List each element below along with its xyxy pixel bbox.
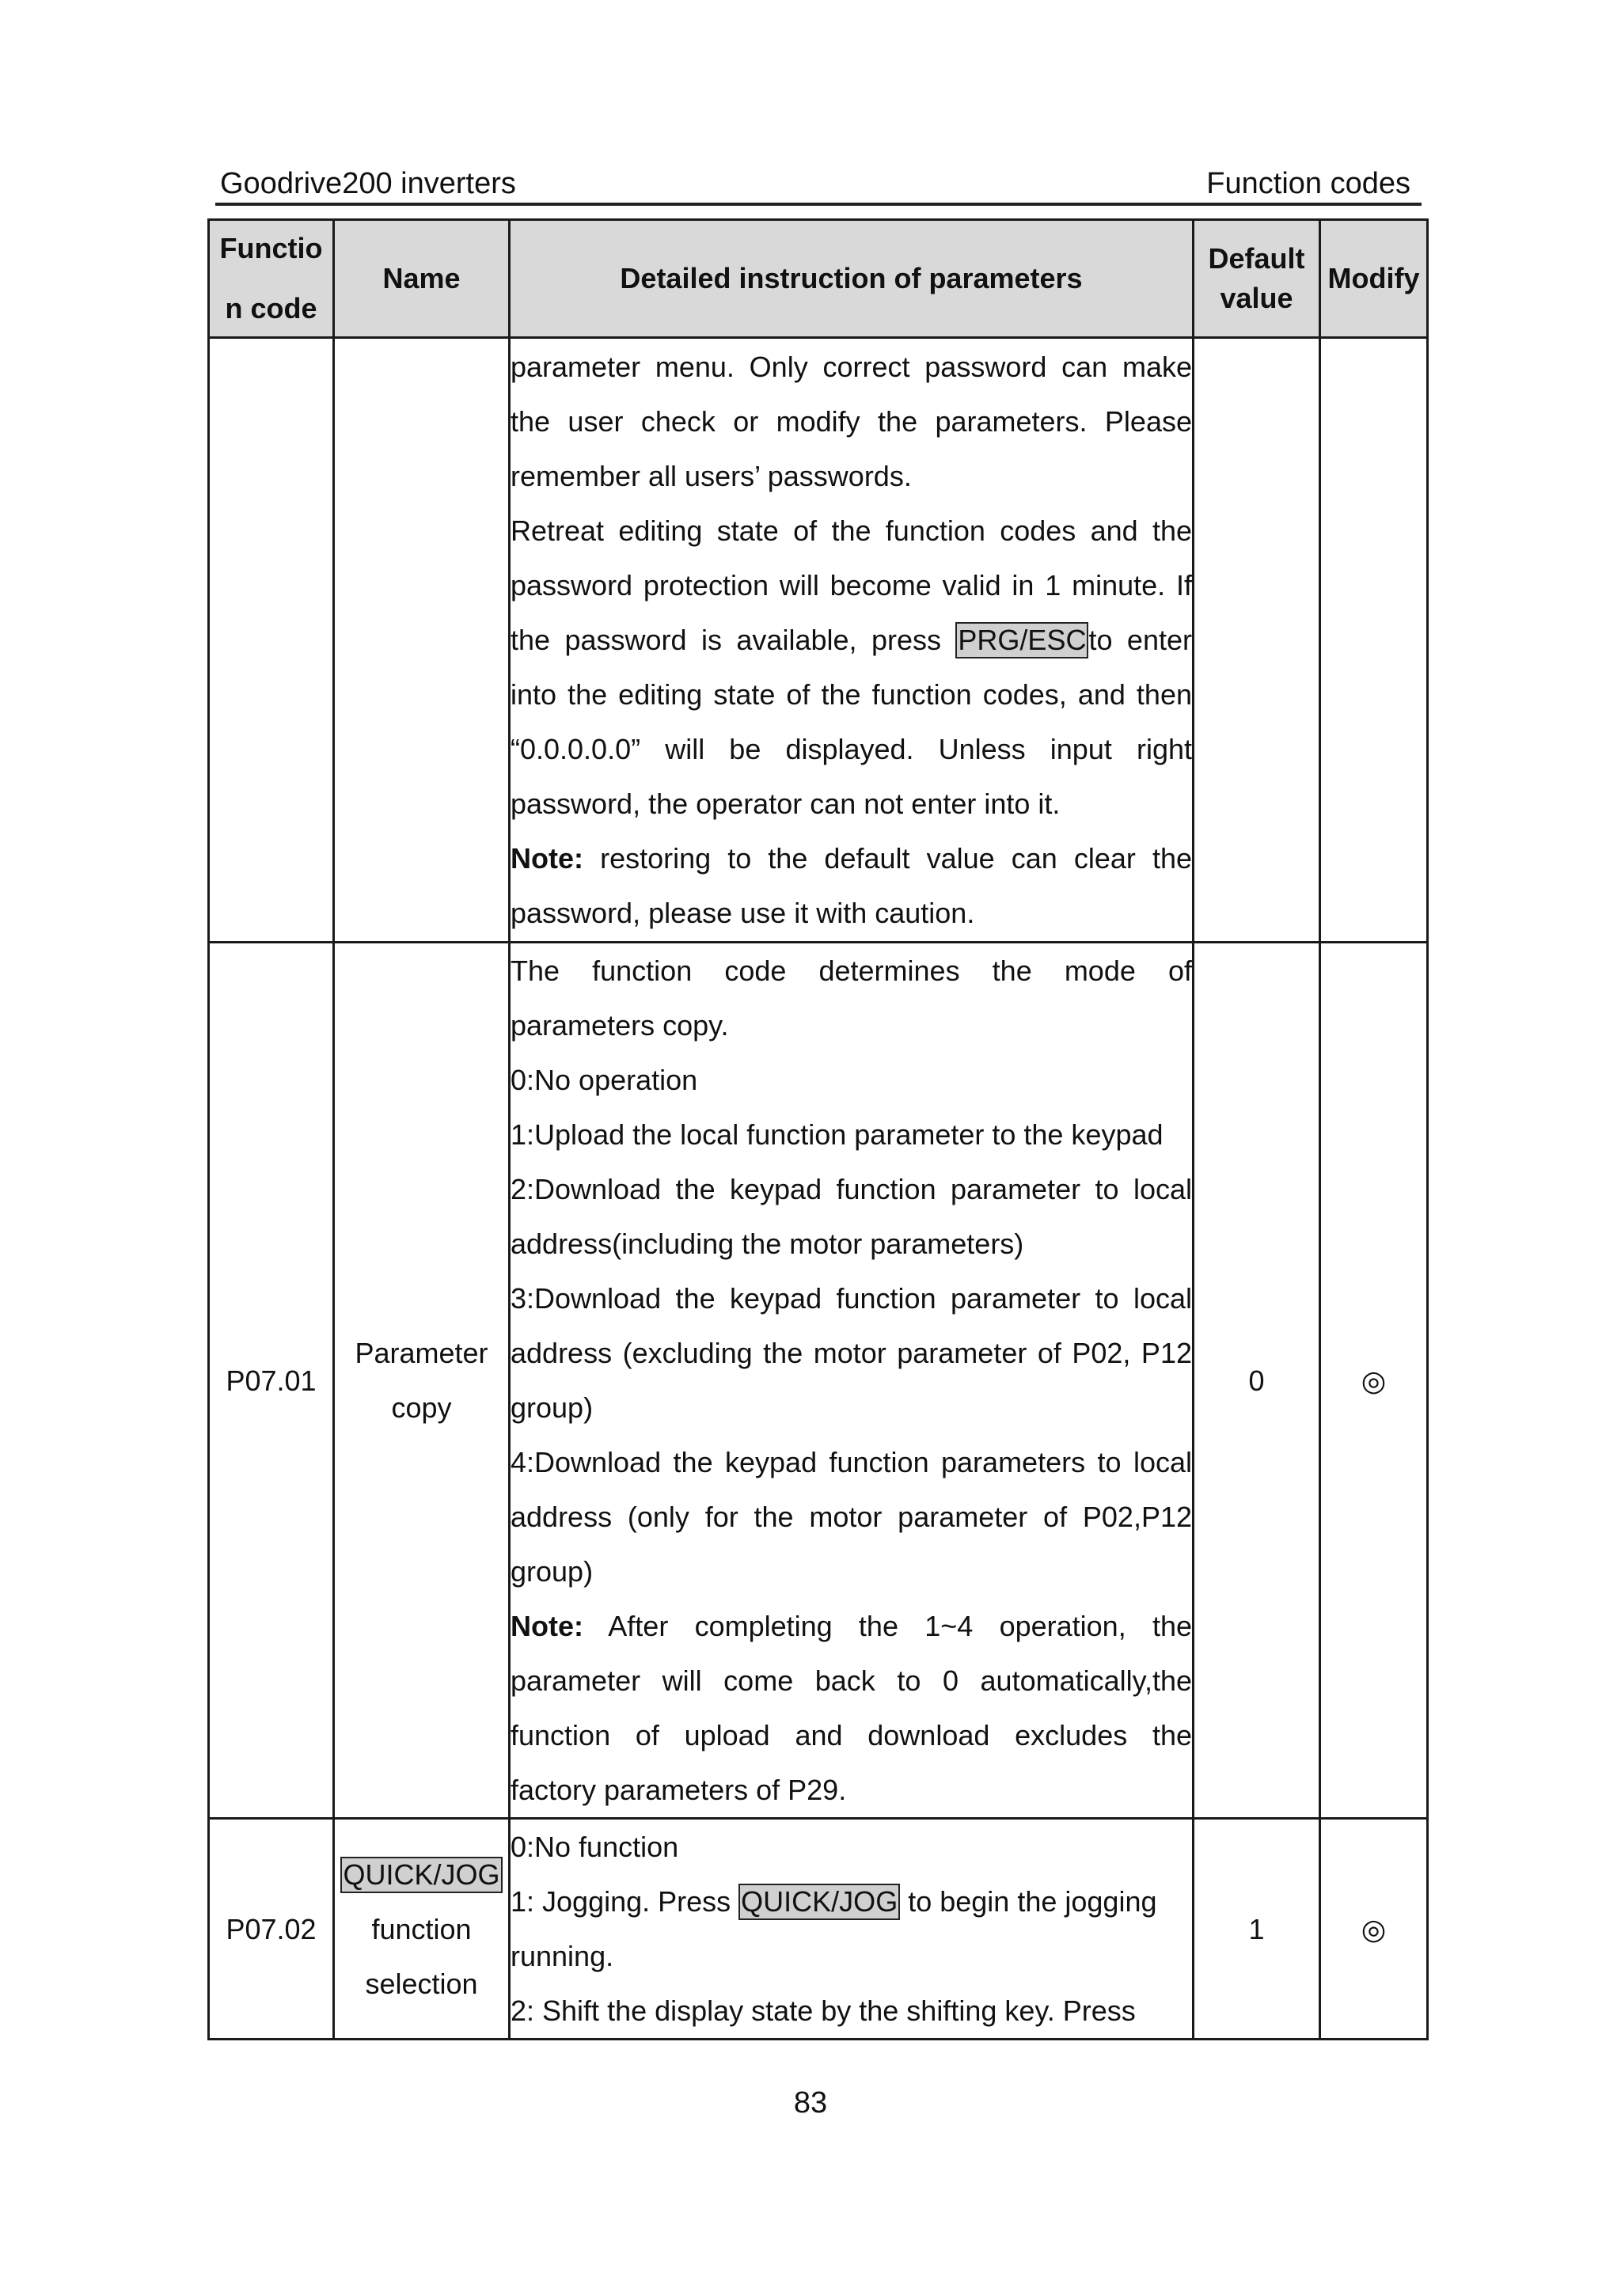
detail-line: into the editing state of the function codes, and then: [511, 678, 1192, 711]
modifiable-anytime-icon: ◎: [1361, 1912, 1387, 1945]
note-label: Note:: [511, 1610, 583, 1642]
detail-line: 0:No function: [511, 1831, 679, 1863]
detail-line: 0:No operation: [511, 1064, 698, 1096]
detail-cell: [510, 1819, 1194, 2040]
table-row-p07-02: [209, 1819, 1428, 2040]
section-title: Function codes: [1206, 167, 1410, 200]
detail-line: parameter will come back to 0 automatically,the: [511, 1664, 1192, 1697]
modify-cell: [1320, 338, 1428, 943]
detail-line: Retreat editing state of the function codes and the: [511, 514, 1192, 547]
code-cell: P07.01: [209, 943, 334, 1819]
column-header-detail: Detailed instruction of parameters: [510, 220, 1194, 338]
detail-line: 2: Shift the display state by the shifting key. Press: [511, 1994, 1136, 2027]
detail-line: password, please use it with caution.: [511, 897, 975, 929]
detail-line: password, the operator can not enter into it.: [511, 787, 1061, 820]
detail-line: group): [511, 1555, 594, 1588]
detail-cell: [510, 943, 1194, 1819]
detail-line: parameters copy.: [511, 1009, 729, 1042]
modifiable-anytime-icon: ◎: [1361, 1364, 1387, 1397]
modify-cell: [1320, 943, 1428, 1819]
note-label: Note:: [511, 842, 583, 875]
detail-line: the password is available, press PRG/ESCto enter: [511, 613, 1192, 667]
column-header-name: Name: [334, 220, 510, 338]
page-number: 83: [793, 2086, 828, 2120]
detail-line: The function code determines the mode of: [511, 954, 1192, 987]
column-header-function-code: Functio n code: [209, 220, 334, 338]
detail-line: factory parameters of P29.: [511, 1774, 847, 1806]
detail-line: remember all users’ passwords.: [511, 460, 912, 492]
detail-line: 3:Download the keypad function parameter to local: [511, 1282, 1192, 1315]
header-rule: [215, 203, 1422, 206]
detail-line: group): [511, 1391, 594, 1424]
name-cell: [334, 338, 510, 943]
detail-line: address (only for the motor parameter of P02,P12: [511, 1501, 1192, 1533]
detail-line: parameter menu. Only correct password can make: [511, 351, 1192, 383]
detail-line: function of upload and download excludes the: [511, 1719, 1192, 1751]
note-line: Note: restoring to the default value can clear the: [511, 842, 1192, 875]
modify-cell: [1320, 1819, 1428, 2040]
quick-jog-key: QUICK/JOG: [340, 1857, 502, 1893]
column-header-modify: Modify: [1320, 220, 1428, 338]
detail-line: address(including the motor parameters): [511, 1228, 1024, 1260]
document-title: Goodrive200 inverters: [220, 167, 516, 200]
default-value-cell: 0: [1194, 943, 1320, 1819]
quick-jog-key: QUICK/JOG: [738, 1884, 900, 1920]
detail-cell: [510, 338, 1194, 943]
table-row-p07-01: [209, 943, 1428, 1819]
detail-line: 1:Upload the local function parameter to the keypad: [511, 1118, 1164, 1151]
detail-line: 1: Jogging. Press QUICK/JOG to begin the jogging: [511, 1874, 1192, 1929]
default-value-cell: 1: [1194, 1819, 1320, 2040]
detail-line: the user check or modify the parameters. Please: [511, 405, 1192, 438]
function-code-table: [207, 218, 1429, 2040]
detail-line: “0.0.0.0.0” will be displayed. Unless input right: [511, 733, 1192, 765]
code-cell: [209, 338, 334, 943]
code-cell: P07.02: [209, 1819, 334, 2040]
prg-esc-key: PRG/ESC: [955, 622, 1088, 658]
detail-line: 2:Download the keypad function parameter to local: [511, 1173, 1192, 1205]
detail-line: running.: [511, 1940, 614, 1972]
name-cell: Parameter copy: [334, 943, 510, 1819]
page-header: [218, 164, 1417, 203]
table-row: [209, 338, 1428, 943]
detail-line: address (excluding the motor parameter of P02, P12: [511, 1337, 1192, 1369]
detail-line: password protection will become valid in 1 minute. If: [511, 569, 1192, 602]
detail-line: 4:Download the keypad function parameters to local: [511, 1446, 1192, 1478]
column-header-default-value: Default value: [1194, 220, 1320, 338]
name-cell: QUICK/JOG function selection: [334, 1819, 510, 2040]
default-cell: [1194, 338, 1320, 943]
table-header-row: [209, 220, 1428, 338]
note-line: Note: After completing the 1~4 operation, the: [511, 1610, 1193, 1642]
